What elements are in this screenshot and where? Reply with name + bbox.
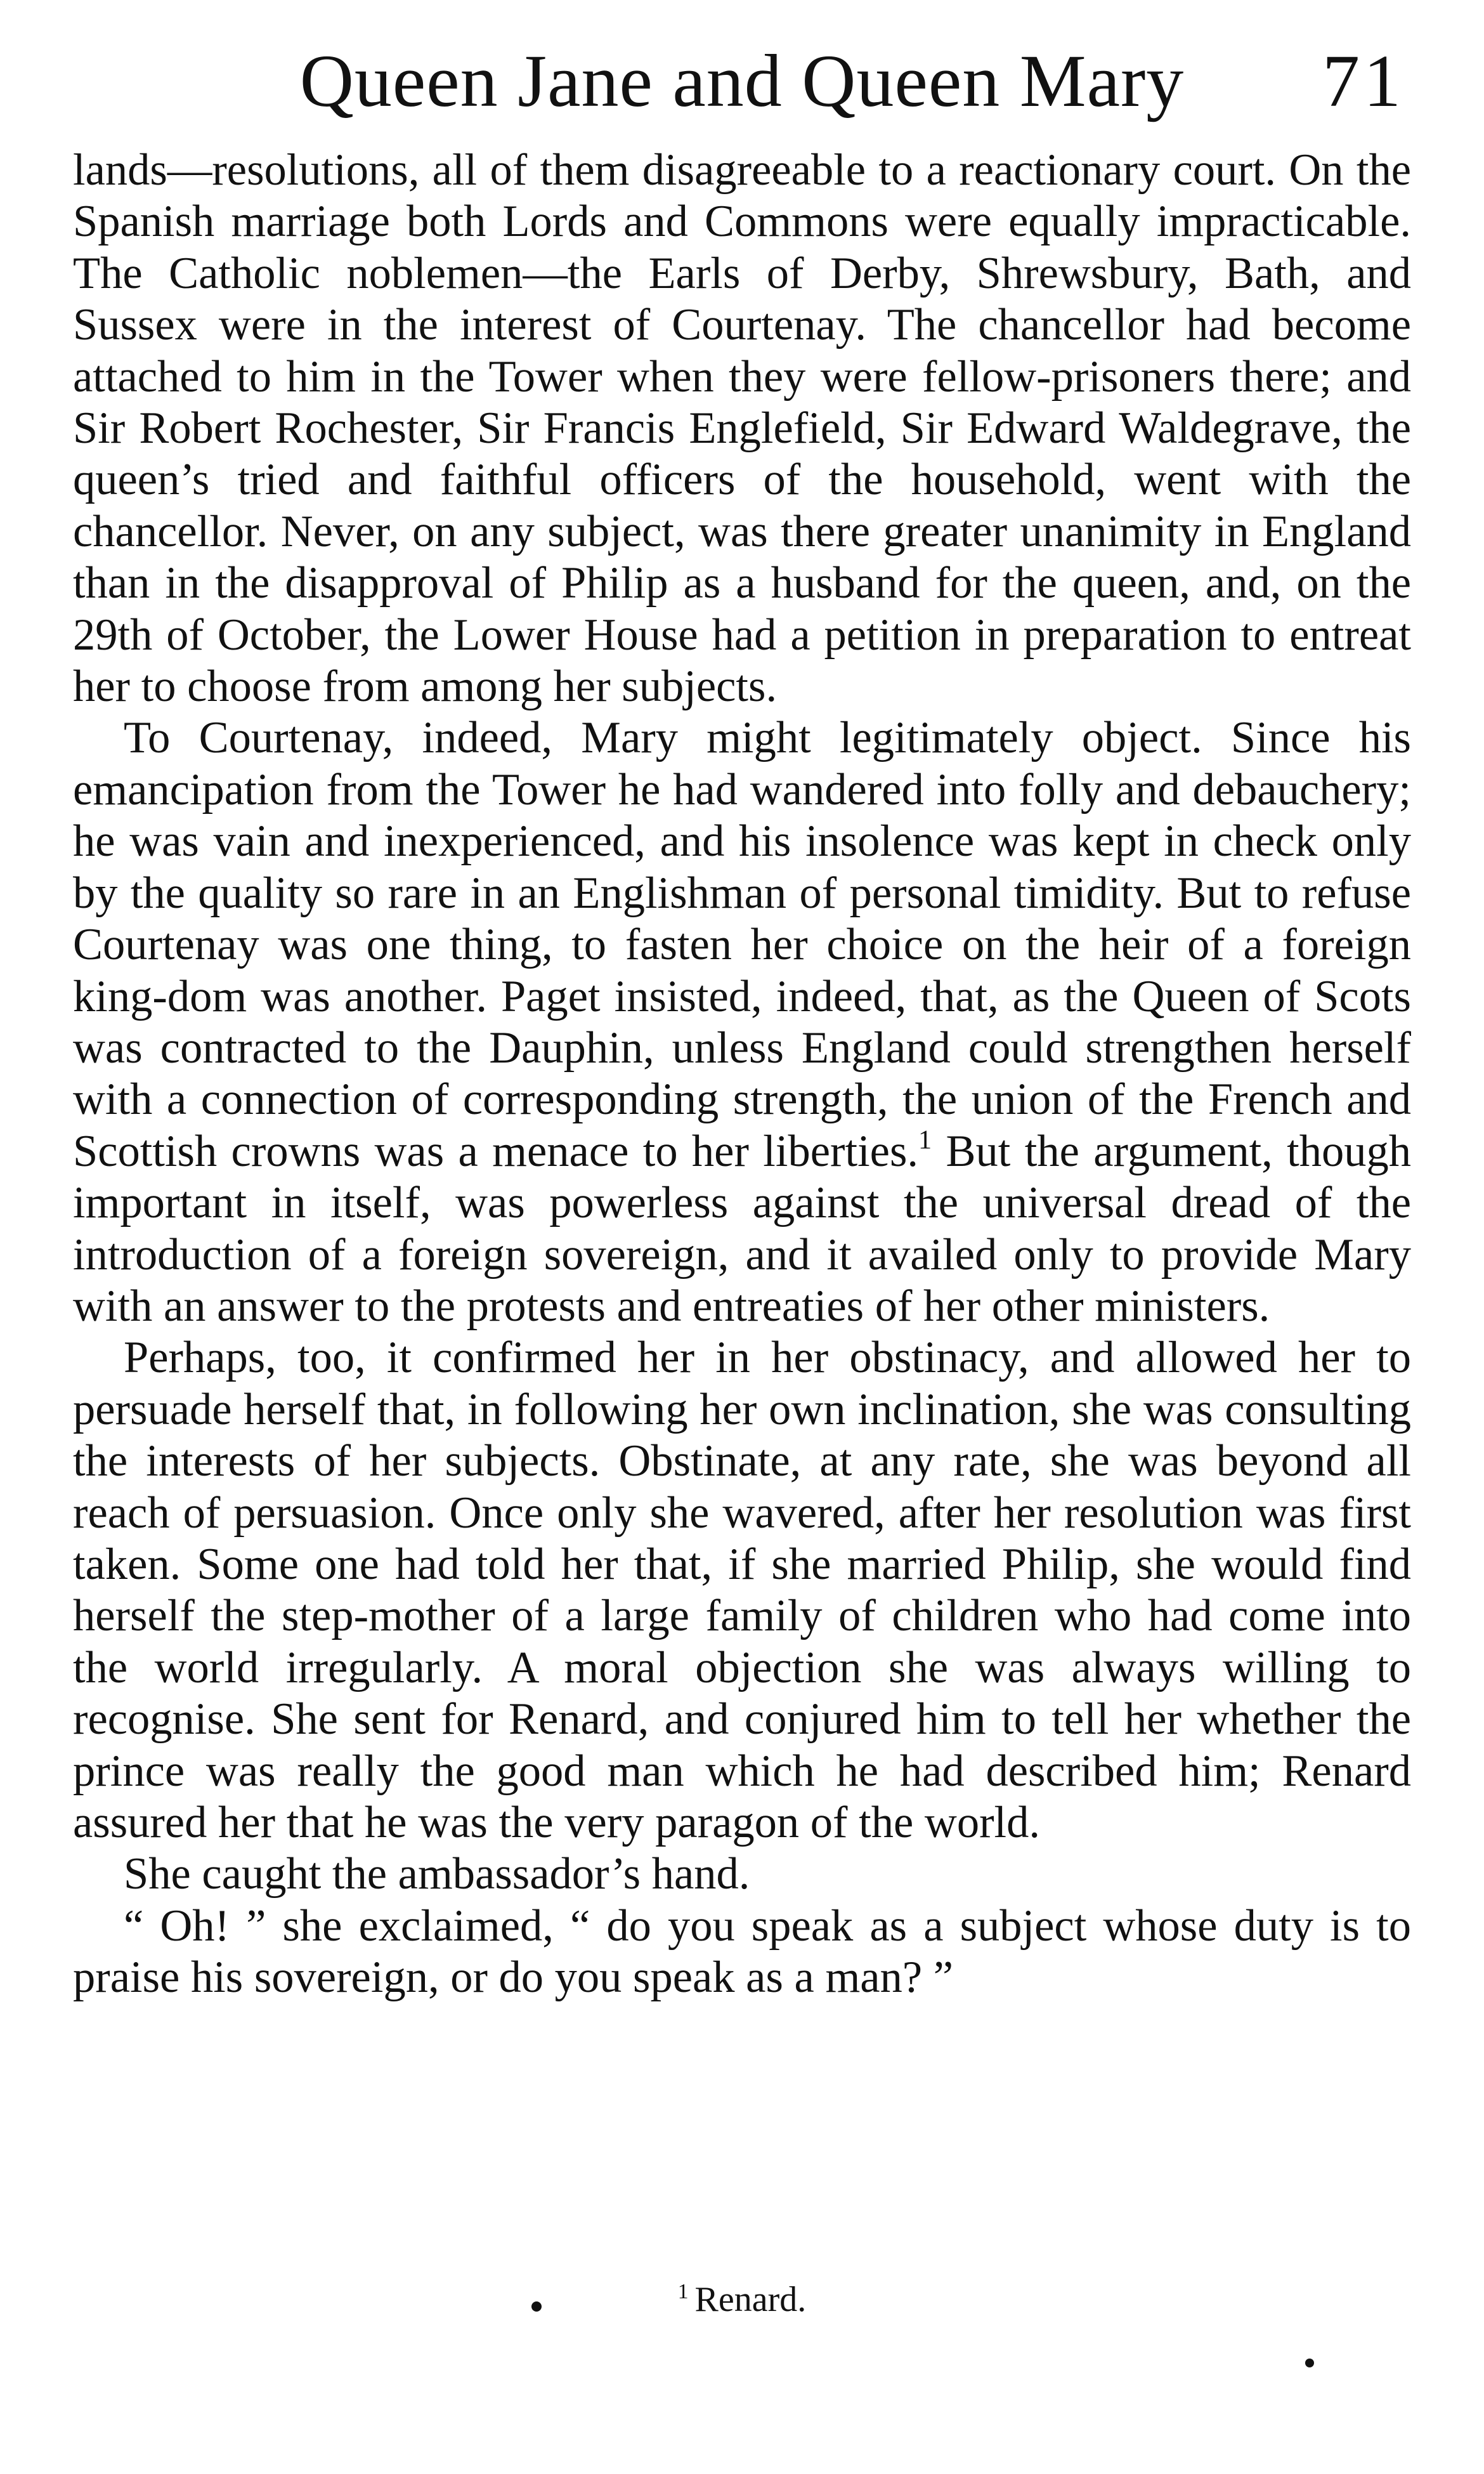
body-text bbox=[73, 145, 1411, 2004]
paragraph-4: She caught the ambassador’s hand. bbox=[124, 1849, 750, 1899]
paragraph-2-part-2: But the argument, though important in itself, was powerless against the universal dread of the introduction of a foreign sovereign, and it availed only to provide Mary with an answer to the protests and entreaties of her other ministers. bbox=[73, 1126, 1411, 1331]
paragraph-2-part-1: To Courtenay, indeed, Mary might legitimately object. Since his emancipation from the Tower he had wandered into folly and debauchery; he was vain and inexperienced, and his insolence was kept in check only by the quality so rare in an Englishman of personal timidity. But to refuse Courtenay was one thing, to fasten her choice on the heir of a foreign king-dom was another. Paget insisted, indeed, that, as the Queen of Scots was contracted to the Dauphin, unless England could strengthen herself with a connection of corresponding strength, the union of the French and Scottish crowns was a menace to her liberties. bbox=[73, 713, 1411, 1176]
paragraph-1: lands—resolutions, all of them disagreeable to a reactionary court. On the Spanish marriage both Lords and Commons were equally impracticable. The Catholic noblemen—the Earls of Derby, Shrewsbury, Bath, and Sussex were in the interest of Courtenay. The chancellor had become attached to him in the Tower when they were fellow-prisoners there; and Sir Robert Rochester, Sir Francis Englefield, Sir Edward Waldegrave, the queen’s tried and faithful officers of the household, went with the chancellor. Never, on any subject, was there greater unanimity in England than in the disapproval of Philip as a husband for the queen, and, on the 29th of October, the Lower House had a petition in preparation to entreat her to choose from among her subjects. bbox=[73, 145, 1411, 712]
ink-speck bbox=[1305, 2359, 1314, 2367]
footnote-text: Renard. bbox=[694, 2280, 807, 2319]
footnote-reference: 1 bbox=[918, 1125, 932, 1155]
running-head bbox=[73, 30, 1411, 132]
paragraph-3: Perhaps, too, it confirmed her in her obstinacy, and allowed her to persuade herself that, in following her own inclination, she was consulting the interests of her subjects. Obstinate, at any rate, she was beyond all reach of persuasion. Once only she wavered, after her resolution was first taken. Some one had told her that, if she married Philip, she would find herself the step-mother of a large family of children who had come into the world irregularly. A moral objection she was always willing to recognise. She sent for Renard, and conjured him to tell her whether the prince was really the good man which he had described him; Renard assured her that he was the very paragon of the world. bbox=[73, 1333, 1411, 1847]
footnote-marker: 1 bbox=[677, 2279, 689, 2303]
footnote bbox=[73, 2277, 1411, 2322]
page-number: 71 bbox=[1322, 39, 1405, 122]
paragraph-2 bbox=[73, 712, 1411, 1332]
paragraph-5: “ Oh! ” she exclaimed, “ do you speak as a subject whose duty is to praise his sovereign, or do you speak as a man? ” bbox=[73, 1901, 1411, 2003]
ink-speck bbox=[531, 2301, 542, 2312]
running-title: Queen Jane and Queen Mary bbox=[299, 39, 1185, 122]
